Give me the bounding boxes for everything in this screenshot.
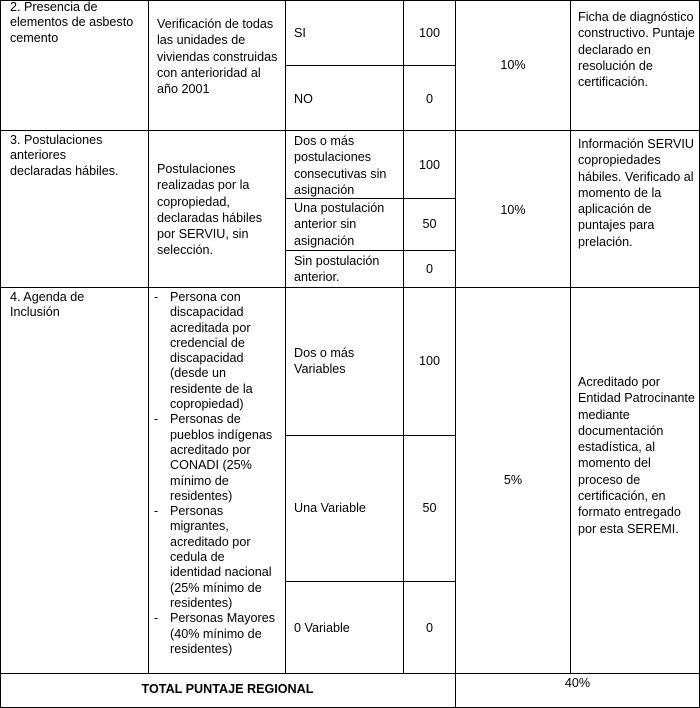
option-label: Una postulación anterior sin asignación [294, 201, 385, 248]
description-asbestos: Verificación de todas las unidades de viviendas construidas con anterioridad al año 2001 [157, 17, 278, 97]
total-value: 40% [564, 676, 591, 690]
column-divider [455, 0, 456, 708]
row-divider [0, 673, 700, 674]
table-border-left [0, 0, 1, 708]
row-divider [0, 287, 700, 288]
total-label: TOTAL PUNTAJE REGIONAL [141, 682, 314, 696]
column-divider [570, 0, 571, 674]
option-score: 50 [422, 217, 437, 231]
option-label: Sin postulación anterior. [294, 254, 380, 285]
description-applications: Postulaciones realizadas por la copropiedad, declaradas hábiles por SERVIU, sin selección. [157, 162, 263, 258]
verification-inclusion: Acreditado por Entidad Patrocinante mediante documentación estadística, al momento del proceso de certificación, en formato entregado por esta SEREMI. [578, 375, 695, 536]
verification-applications: Información SERVIU copropiedades hábiles. Verificado al momento de la aplicación de puntajes para prelación. [578, 137, 694, 249]
option-label: Dos o más postulaciones consecutivas sin asignación [294, 134, 387, 197]
verification-asbestos: Ficha de diagnóstico constructivo. Puntaje declarado en resolución de certificación. [578, 10, 695, 90]
option-score: 0 [425, 621, 433, 635]
criterion-asbestos: 2. Presencia de elementos de asbesto cemento [10, 0, 134, 45]
list-item: - Persona con discapacidad acreditada por credencial de discapacidad (desde un residente de la copropiedad) [150, 290, 278, 412]
weight-percent: 10% [500, 58, 526, 72]
option-score: 0 [425, 92, 433, 106]
option-label: SI [294, 26, 306, 40]
weight-percent: 10% [500, 203, 526, 217]
option-label: NO [294, 92, 313, 106]
weight-percent: 5% [503, 473, 523, 487]
option-score: 50 [422, 501, 437, 515]
column-divider [285, 0, 286, 674]
criterion-applications: 3. Postulaciones anteriores declaradas hábiles. [10, 133, 119, 178]
option-label: 0 Variable [294, 621, 350, 635]
option-divider [285, 581, 455, 582]
option-score: 100 [418, 26, 440, 40]
column-divider [148, 0, 149, 674]
inclusion-criteria-list [150, 290, 278, 657]
list-item: - Personas Mayores (40% mínimo de residentes) [150, 611, 278, 657]
list-item: - Personas de pueblos indígenas acreditado por CONADI (25% mínimo de residentes) [150, 412, 278, 504]
row-divider [0, 130, 700, 131]
option-score: 100 [418, 158, 440, 172]
option-divider [285, 250, 455, 251]
option-divider [285, 435, 455, 436]
option-label: Una Variable [294, 501, 366, 515]
option-score: 0 [425, 262, 433, 276]
criterion-inclusion: 4. Agenda de Inclusión [10, 290, 85, 320]
list-item: - Personas migrantes, acreditado por cedula de identidad nacional (25% mínimo de residentes) [150, 504, 278, 611]
option-divider [285, 65, 455, 66]
option-label: Dos o más Variables [294, 346, 355, 377]
option-score: 100 [418, 354, 440, 368]
